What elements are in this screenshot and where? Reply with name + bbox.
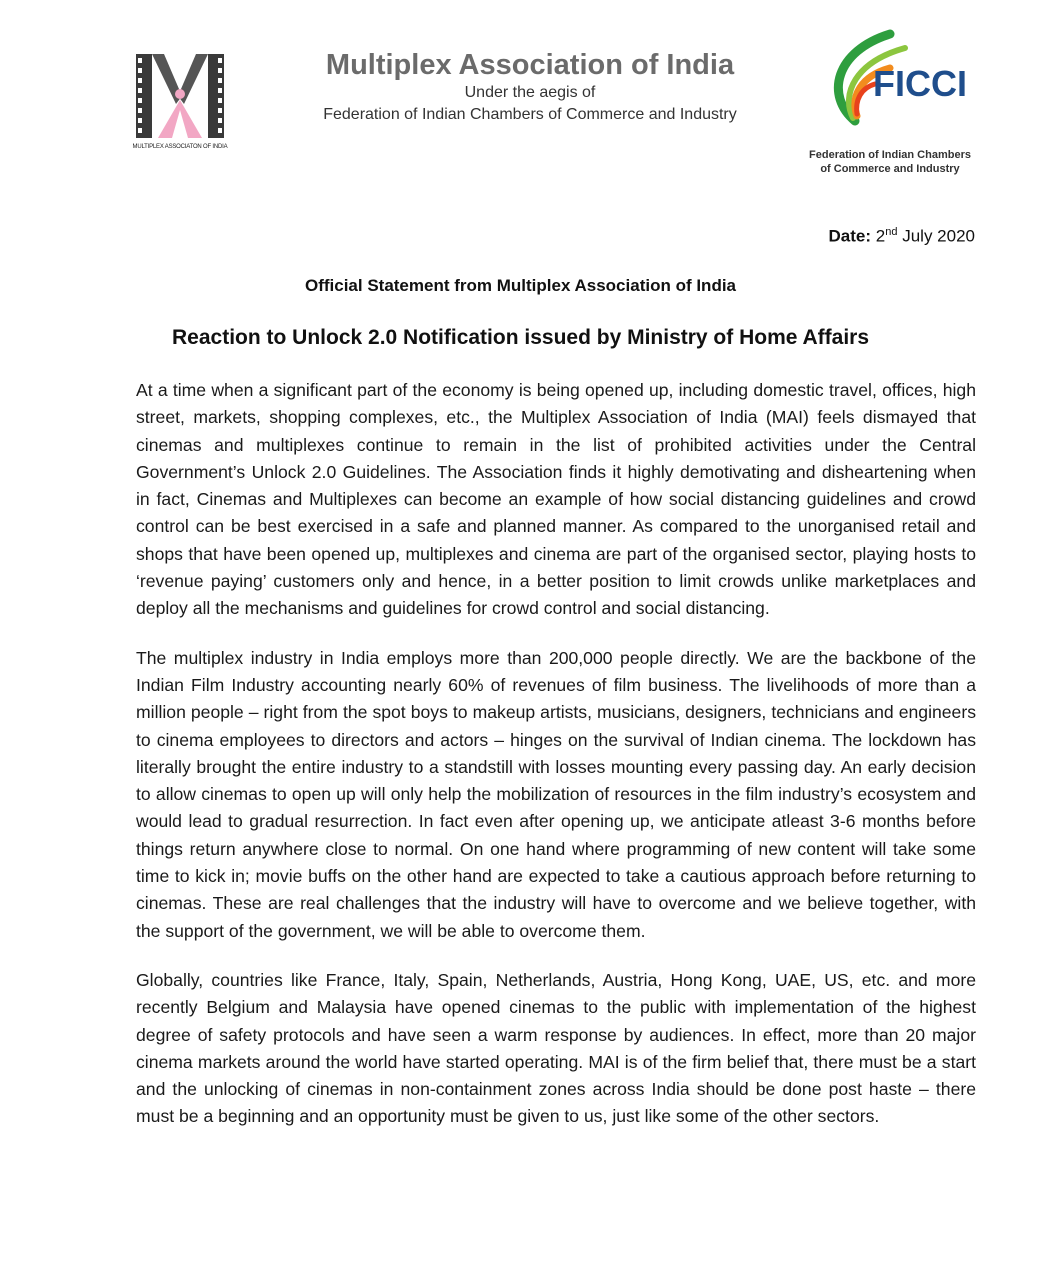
document-date (829, 226, 975, 247)
ficci-caption-line2: of Commerce and Industry (820, 163, 960, 175)
mai-logo-caption: MULTIPLEX ASSOCIATON OF INDIA (132, 144, 228, 150)
paragraph-2: The multiplex industry in India employs more than 200,000 people directly. We are the backbone of the Indian Film Industry accounting nearly 60% of revenues of film business. The livelihoods of more than a million people – right from the spot boys to makeup artists, musicians, designers, technicians and engineers to cinema employees to directors and actors – hinges on the survival of Indian cinema. The lockdown has literally brought the entire industry to a standstill with losses mounting every passing day. An early decision to allow cinemas to open up will only help the mobilization of resources in the film industry’s ecosystem and would lead to gradual resurrection. In fact even after opening up, we anticipate atleast 3-6 months before things return anywhere close to normal. On one hand where programming of new content will take some time to kick in; movie buffs on the other hand are expected to take a cautious approach before returning to cinemas. These are real challenges that the industry will have to overcome and we believe together, with the support of the government, we will be able to overcome them. (136, 647, 976, 941)
paragraph-3: Globally, countries like France, Italy, Spain, Netherlands, Austria, Hong Kong, UAE, US, etc. and more recently Belgium and Malaysia have opened cinemas to the public with implementation of the highest degree of safety protocols and have seen a warm response by audiences. In effect, more than 20 major cinema markets around the world have started operating. MAI is of the firm belief that, there must be a start and the unlocking of cinemas in non-containment zones across India should be done post haste – there must be a beginning and an opportunity must be given to us, just like some of the other sectors. (136, 969, 976, 1127)
statement-body (136, 377, 976, 1153)
date-label: Date: (828, 226, 872, 246)
letterhead (270, 48, 790, 126)
paragraph-1: At a time when a significant part of the economy is being opened up, including domestic travel, offices, high street, markets, shopping complexes, etc., the Multiplex Association of India (MAI) feels dismayed that cinemas and multiplexes continue to remain in the list of prohibited activities under the Central Government’s Unlock 2.0 Guidelines. The Association finds it highly demotivating and disheartening when in fact, Cinemas and Multiplexes can become an example of how social distancing guidelines and crowd control can be best exercised in a safe and planned manner. As compared to the unorganised retail and shops that have been opened up, multiplexes and cinema are part of the organised sector, playing hosts to ‘revenue paying’ customers only and hence, in a better position to limit crowds unlike marketplaces and deploy all the mechanisms and guidelines for crowd control and social distancing. (136, 380, 976, 619)
aegis-line: Under the aegis of (464, 84, 596, 101)
statement-title: Official Statement from Multiplex Association of India (304, 276, 737, 295)
ficci-logo (795, 26, 985, 186)
mai-logo (130, 48, 230, 152)
federation-line: Federation of Indian Chambers of Commerce and Industry (323, 106, 737, 123)
ficci-wordmark: FICCI (873, 63, 967, 104)
date-day: 2 (875, 226, 886, 246)
ficci-caption (795, 148, 985, 176)
organization-title: Multiplex Association of India (325, 49, 735, 81)
date-month-year: July 2020 (902, 226, 975, 246)
reaction-title: Reaction to Unlock 2.0 Notification issued by Ministry of Home Affairs (172, 326, 869, 349)
ficci-caption-line1: Federation of Indian Chambers (809, 149, 971, 161)
date-suffix: nd (885, 226, 898, 238)
ficci-swirl-icon (795, 26, 985, 146)
mai-emblem-icon (130, 48, 230, 144)
